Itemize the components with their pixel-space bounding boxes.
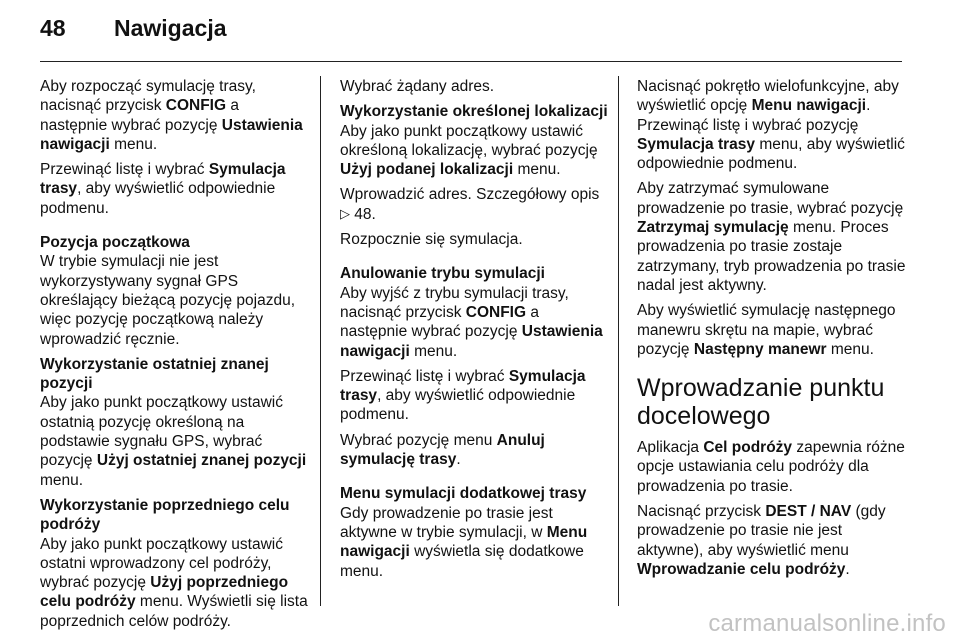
text: menu. <box>513 161 561 179</box>
paragraph <box>40 535 308 631</box>
text: Aby jako punkt początkowy ustawić określoną lokalizację, wybrać pozycję <box>340 122 598 159</box>
watermark: carmanualsonline.info <box>708 610 946 637</box>
text: , aby wyświetlić odpowiednie podmenu. <box>40 180 276 217</box>
paragraph: W trybie symulacji nie jest wykorzystywany sygnał GPS określający bieżącą pozycję pojazdu, więc pozycję początkową należy wprowadzić ręcznie. <box>40 253 296 348</box>
paragraph <box>637 301 907 359</box>
paragraph <box>340 284 608 361</box>
control-name: CONFIG <box>165 97 227 115</box>
text: Nacisnąć przycisk <box>637 503 766 521</box>
paragraph <box>340 504 608 581</box>
text: Przewinąć listę i wybrać <box>340 367 509 385</box>
paragraph <box>40 77 308 154</box>
column-1 <box>40 77 308 637</box>
page-number: 48 <box>40 15 66 41</box>
text: , aby wyświetlić odpowiednie podmenu. <box>340 387 576 424</box>
menu-name: Menu nawigacji <box>340 523 588 561</box>
menu-name: Symulacja trasy <box>340 367 586 405</box>
page-title: Nawigacja <box>114 15 227 41</box>
column-divider-1 <box>320 76 321 606</box>
column-2 <box>340 77 608 587</box>
menu-name: Użyj podanej lokalizacji <box>340 161 514 179</box>
menu-name: Wprowadzanie celu podróży <box>637 560 846 578</box>
paragraph <box>637 438 907 496</box>
paragraph <box>40 160 308 218</box>
paragraph <box>637 179 907 295</box>
text: (gdy prowadzenie po trasie nie jest aktywne), aby wyświetlić menu <box>637 503 886 559</box>
menu-name: Następny manewr <box>693 340 827 358</box>
subheading: Anulowanie trybu symulacji <box>340 265 545 283</box>
subheading: Wykorzystanie poprzedniego celu podróży <box>40 496 290 534</box>
text: menu. <box>826 340 874 358</box>
menu-name: Anuluj symulację trasy <box>340 431 545 469</box>
text: zapewnia różne opcje ustawiania celu podróży dla prowadzenia po trasie. <box>637 439 905 495</box>
text: . Przewinąć listę i wybrać pozycję <box>637 97 871 134</box>
text: Aplikacja <box>637 439 704 457</box>
text: . <box>456 451 461 469</box>
control-name: CONFIG <box>465 303 527 321</box>
text: . <box>845 560 850 578</box>
column-divider-2 <box>618 76 619 606</box>
paragraph <box>637 502 907 579</box>
text: a następnie wybrać pozycję <box>40 97 239 134</box>
paragraph <box>637 77 907 173</box>
menu-name: Ustawienia nawigacji <box>340 323 603 360</box>
subheading: Wykorzystanie określonej lokalizacji <box>340 103 608 121</box>
menu-name: Ustawienia nawigacji <box>40 116 303 153</box>
menu-name: Użyj ostatniej znanej pozycji <box>96 452 307 470</box>
page-reference-arrow-icon: ▷ <box>340 205 350 221</box>
subheading: Pozycja początkowa <box>40 234 190 252</box>
text: Aby wyjść z trybu symulacji trasy, nacisnąć przycisk <box>340 284 569 321</box>
text: Gdy prowadzenie po trasie jest aktywne w trybie symulacji, w <box>340 504 553 541</box>
paragraph <box>340 185 608 224</box>
subheading: Wykorzystanie ostatniej znanej pozycji <box>40 355 269 393</box>
paragraph <box>340 367 608 425</box>
text: Aby zatrzymać symulowane prowadzenie po trasie, wybrać pozycję <box>637 180 904 217</box>
text: Aby rozpocząć symulację trasy, nacisnąć przycisk <box>40 78 256 115</box>
text: menu. <box>409 342 458 360</box>
menu-name: Symulacja trasy <box>637 135 756 153</box>
header-divider <box>40 61 902 62</box>
text: Aby jako punkt początkowy ustawić ostatni wprowadzony cel podróży, wybrać pozycję <box>40 535 283 592</box>
page-header <box>0 0 960 62</box>
text: Przewinąć listę i wybrać <box>40 161 209 179</box>
text: menu. Wyświetli się lista poprzednich celów podróży. <box>40 593 308 630</box>
subheading: Menu symulacji dodatkowej trasy <box>340 485 587 503</box>
menu-name: Symulacja trasy <box>40 161 286 198</box>
text: a następnie wybrać pozycję <box>340 303 539 341</box>
text: Nacisnąć pokrętło wielofunkcyjne, aby wyświetlić opcję <box>637 78 899 115</box>
paragraph <box>40 393 308 489</box>
text: menu. <box>40 471 84 489</box>
text: Aby wyświetlić symulację następnego manewru skrętu na mapie, wybrać pozycję <box>637 302 896 358</box>
text: Wprowadzić adres. Szczegółowy opis <box>340 186 600 204</box>
control-name: DEST / NAV <box>765 503 852 521</box>
app-name: Cel podróży <box>703 439 793 457</box>
text: menu. <box>109 135 158 153</box>
paragraph: Wybrać żądany adres. <box>340 78 495 95</box>
text: Wybrać pozycję menu <box>340 431 497 449</box>
menu-name: Menu nawigacji <box>751 97 867 115</box>
menu-name: Użyj poprzedniego celu podróży <box>40 574 289 611</box>
column-3 <box>637 77 907 585</box>
text: menu, aby wyświetlić odpowiednie podmenu. <box>637 135 905 173</box>
text: wyświetla się dodatkowe menu. <box>340 543 584 580</box>
text: menu. Proces prowadzenia po trasie zostaje zatrzymany, tryb prowadzenia po trasie nadal jest aktywny. <box>637 219 906 294</box>
page-reference: 48. <box>350 205 376 223</box>
paragraph: Rozpocznie się symulacja. <box>340 231 523 249</box>
menu-name: Zatrzymaj symulację <box>637 219 789 237</box>
section-title: Wprowadzanie punktu docelowego <box>637 374 885 431</box>
paragraph <box>340 122 608 180</box>
text: Aby jako punkt początkowy ustawić ostatnią pozycję określoną na podstawie sygnału GPS, wybrać pozycję <box>40 394 283 470</box>
paragraph <box>340 431 608 470</box>
